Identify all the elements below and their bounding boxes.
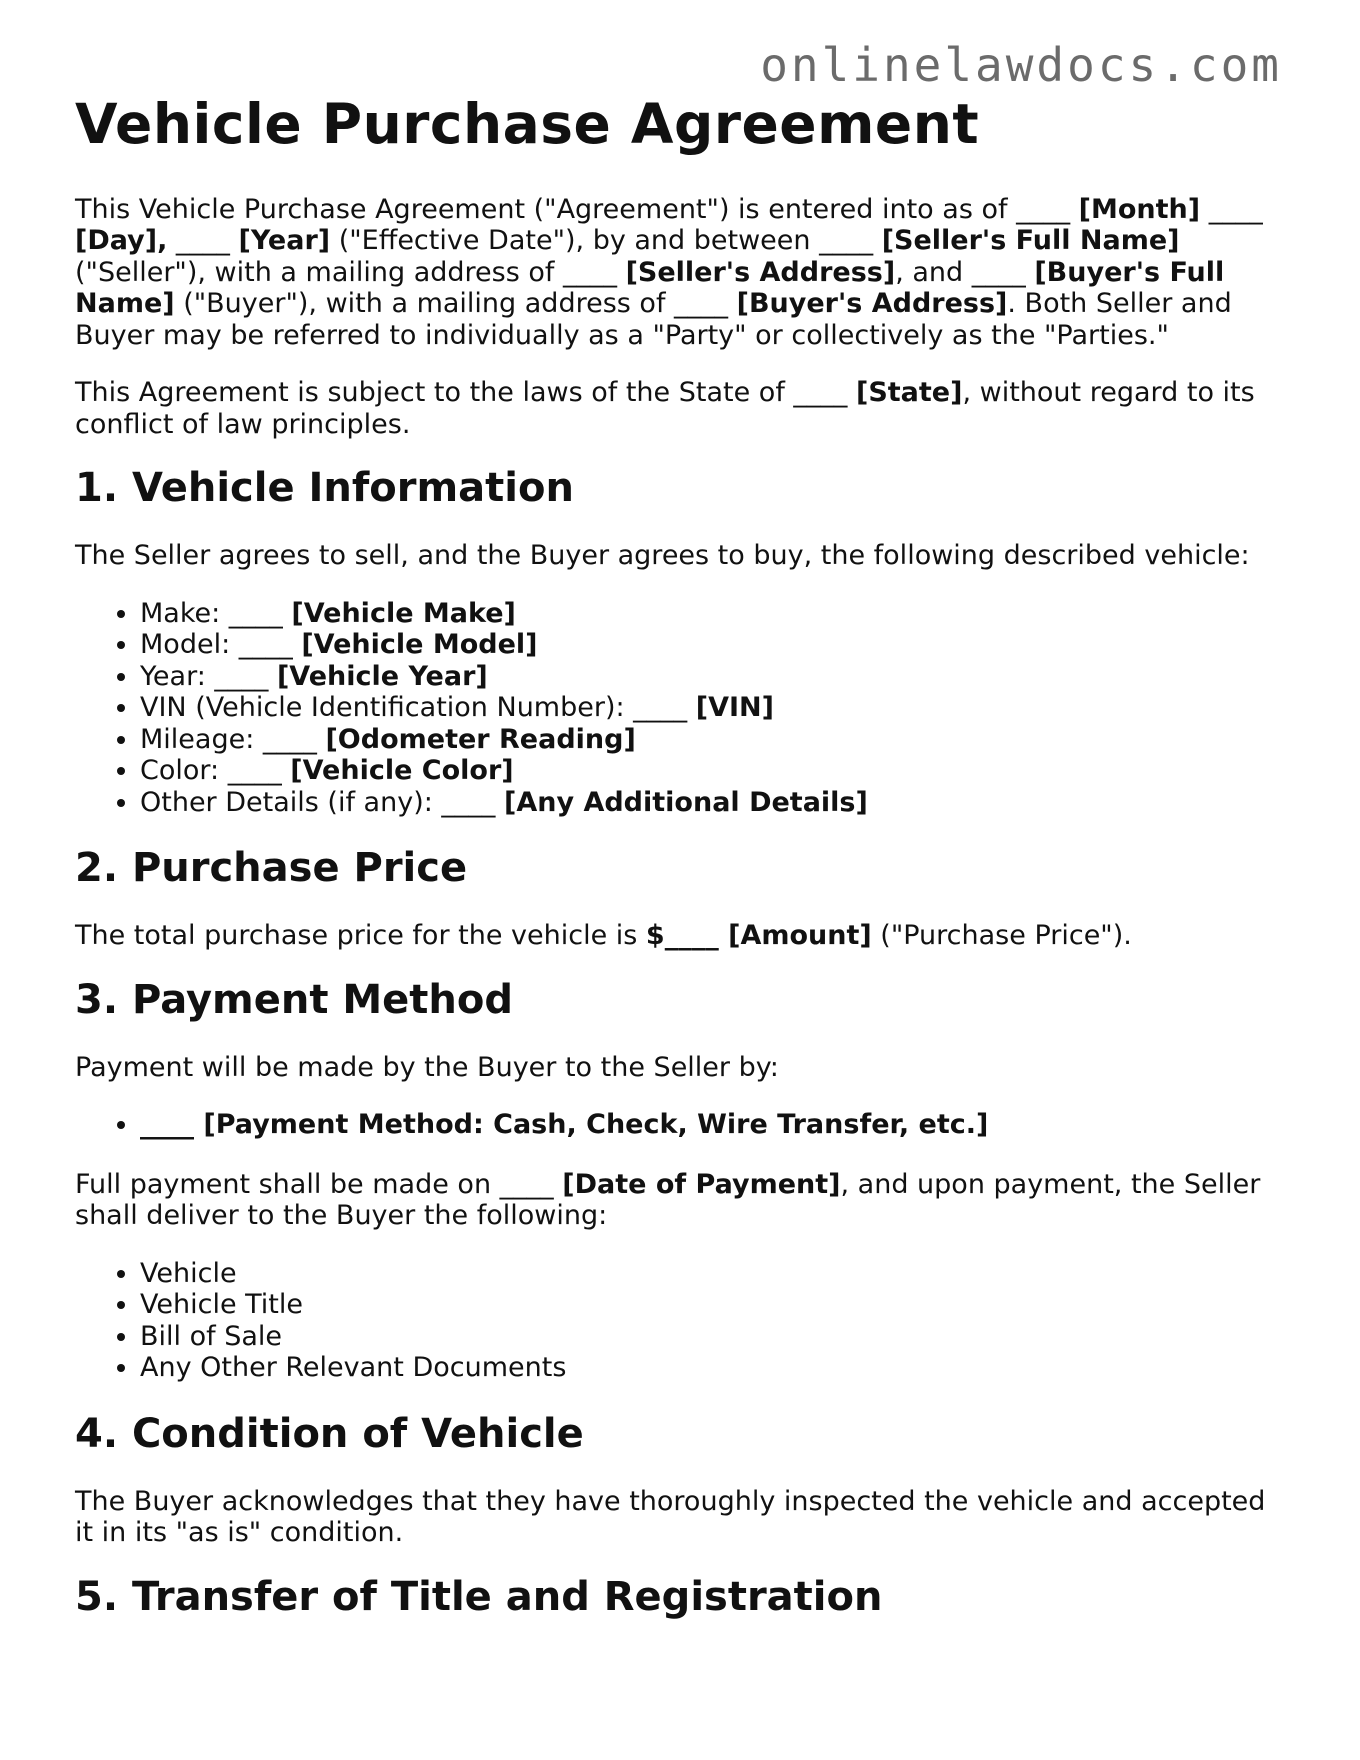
deliverables-list: [75, 1258, 1275, 1384]
purchase-price-paragraph: The total purchase price for the vehicle is $____ [Amount] ("Purchase Price").: [75, 920, 1132, 952]
list-item: • Bill of Sale: [140, 1321, 1275, 1353]
list-item: • Model: ____ [Vehicle Model]: [140, 629, 1275, 661]
section-heading-vehicle-information: 1. Vehicle Information: [75, 465, 574, 512]
watermark: onlinelawdocs.com: [760, 38, 1282, 92]
vehicle-details-list: [75, 598, 1275, 819]
document-title: Vehicle Purchase Agreement: [75, 92, 980, 156]
payment-intro: Payment will be made by the Buyer to the Seller by:: [75, 1051, 779, 1083]
section-heading-condition: 4. Condition of Vehicle: [75, 1410, 584, 1457]
full-payment-paragraph: Full payment shall be made on ____ [Date of Payment], and upon payment, the Seller shall deliver to the Buyer the following:: [75, 1168, 1261, 1232]
list-item: • Vehicle Title: [140, 1289, 1275, 1321]
document-body: [75, 92, 1275, 1649]
section-heading-transfer-title: 5. Transfer of Title and Registration: [75, 1573, 883, 1620]
list-item: • Any Other Relevant Documents: [140, 1352, 1275, 1384]
list-item: • Mileage: ____ [Odometer Reading]: [140, 724, 1275, 756]
list-item: • Year: ____ [Vehicle Year]: [140, 661, 1275, 693]
condition-paragraph: The Buyer acknowledges that they have thoroughly inspected the vehicle and accepted it in its "as is" condition.: [75, 1485, 1266, 1549]
list-item: • Vehicle: [140, 1258, 1275, 1290]
section-heading-payment-method: 3. Payment Method: [75, 976, 514, 1023]
list-item: • ____ [Payment Method: Cash, Check, Wire Transfer, etc.]: [140, 1109, 1275, 1141]
list-item: • Make: ____ [Vehicle Make]: [140, 598, 1275, 630]
governing-law-paragraph: This Agreement is subject to the laws of the State of ____ [State], without regard to its conflict of law principles.: [75, 377, 1255, 440]
list-item: • Other Details (if any): ____ [Any Additional Details]: [140, 787, 1275, 819]
section-heading-purchase-price: 2. Purchase Price: [75, 845, 468, 892]
list-item: • VIN (Vehicle Identification Number): ____ [VIN]: [140, 692, 1275, 724]
intro-paragraph: This Vehicle Purchase Agreement ("Agreement") is entered into as of ____ [Month] ____ [Day], ____ [Year] ("Effective Date"), by and between ____ [Seller's Full Name] ("Seller"), with a mailing address of ____ [Seller's Address], and ____ [Buyer's Full Name] ("Buyer"), with a mailing address of ____ [Buyer's Address]. Both Seller and Buyer may be referred to individually as a "Party" or collectively as the "Parties.": [75, 193, 1263, 351]
payment-method-list: [75, 1109, 1275, 1141]
vehicle-info-intro: The Seller agrees to sell, and the Buyer agrees to buy, the following described vehicle:: [75, 540, 1250, 572]
list-item: • Color: ____ [Vehicle Color]: [140, 755, 1275, 787]
